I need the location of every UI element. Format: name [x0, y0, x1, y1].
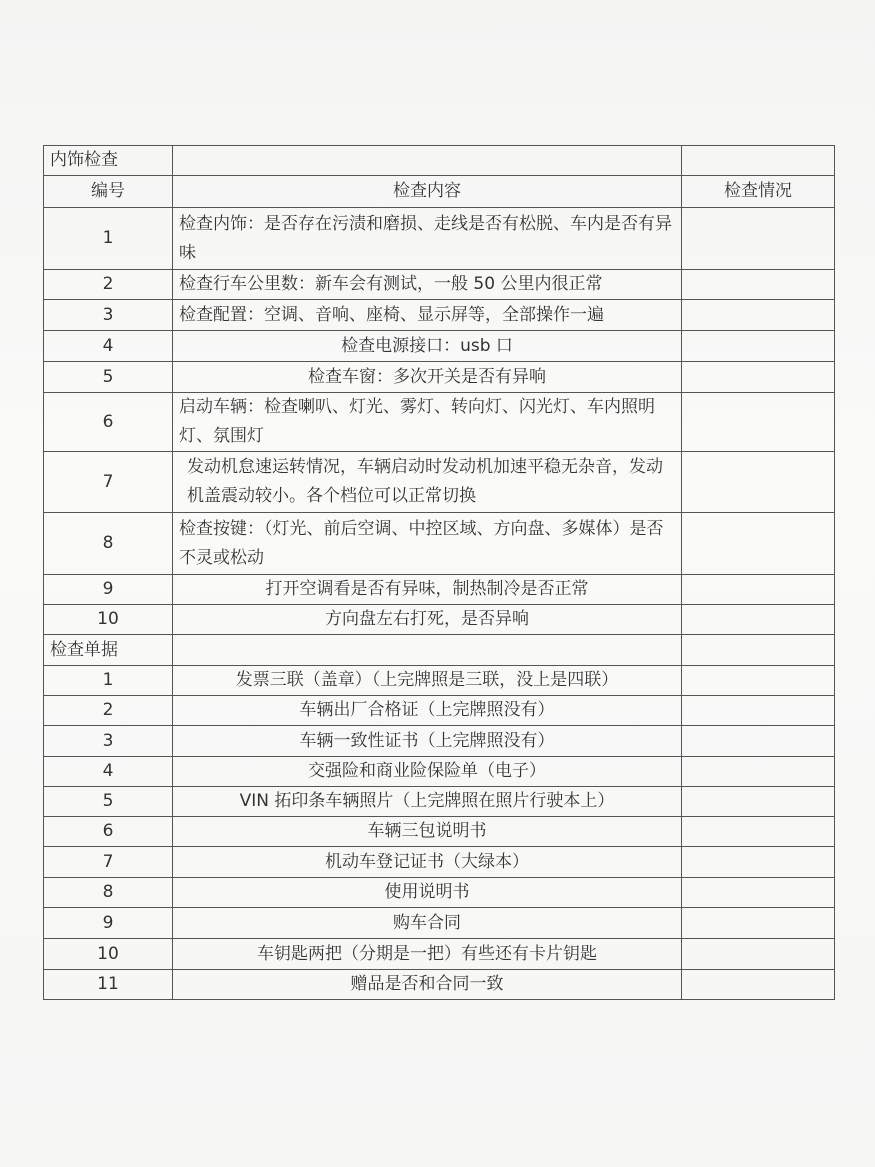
table-row	[44, 696, 835, 726]
header-content: 检查内容	[173, 176, 682, 208]
status-cell	[682, 817, 835, 847]
row-number: 6	[44, 817, 173, 847]
table-row	[44, 362, 835, 393]
status-cell	[682, 270, 835, 300]
table-row	[44, 666, 835, 696]
row-content: 检查行车公里数：新车会有测试，一般 50 公里内很正常	[173, 270, 682, 300]
status-cell	[682, 908, 835, 939]
status-cell	[682, 757, 835, 787]
status-cell	[682, 666, 835, 696]
table-row	[44, 726, 835, 757]
empty-cell	[173, 146, 682, 176]
documents-section-row	[44, 635, 835, 666]
status-cell	[682, 513, 835, 575]
row-number: 7	[44, 847, 173, 878]
table-row	[44, 878, 835, 908]
row-content: 车辆三包说明书	[173, 817, 682, 847]
table-row	[44, 300, 835, 331]
row-content: 机动车登记证书（大绿本）	[173, 847, 682, 878]
status-cell	[682, 787, 835, 817]
row-content: 赠品是否和合同一致	[173, 970, 682, 1000]
row-content: 发动机怠速运转情况，车辆启动时发动机加速平稳无杂音，发动机盖震动较小。各个档位可以正常切换	[173, 452, 682, 513]
row-number: 2	[44, 696, 173, 726]
row-number: 5	[44, 362, 173, 393]
row-number: 1	[44, 666, 173, 696]
row-content: 方向盘左右打死，是否异响	[173, 605, 682, 635]
interior-section-row	[44, 146, 835, 176]
row-content: 打开空调看是否有异味，制热制冷是否正常	[173, 575, 682, 605]
table-row	[44, 908, 835, 939]
row-content: 车辆出厂合格证（上完牌照没有）	[173, 696, 682, 726]
row-number: 11	[44, 970, 173, 1000]
status-cell	[682, 208, 835, 270]
empty-cell	[173, 635, 682, 666]
status-cell	[682, 878, 835, 908]
row-content: 检查按键：（灯光、前后空调、中控区域、方向盘、多媒体）是否不灵或松动	[173, 513, 682, 575]
row-number: 7	[44, 452, 173, 513]
table-row	[44, 393, 835, 452]
row-number: 8	[44, 878, 173, 908]
inspection-table	[43, 145, 835, 1000]
row-content: 发票三联（盖章）（上完牌照是三联，没上是四联）	[173, 666, 682, 696]
row-content: 交强险和商业险保险单（电子）	[173, 757, 682, 787]
row-content: 车辆一致性证书（上完牌照没有）	[173, 726, 682, 757]
row-content: 检查电源接口：usb 口	[173, 331, 682, 362]
documents-section-title: 检查单据	[44, 635, 173, 666]
row-number: 8	[44, 513, 173, 575]
table-row	[44, 575, 835, 605]
status-cell	[682, 847, 835, 878]
row-number: 10	[44, 605, 173, 635]
row-number: 5	[44, 787, 173, 817]
row-number: 4	[44, 331, 173, 362]
table-row	[44, 787, 835, 817]
table-row	[44, 270, 835, 300]
status-cell	[682, 605, 835, 635]
table-row	[44, 513, 835, 575]
status-cell	[682, 635, 835, 666]
row-number: 3	[44, 300, 173, 331]
status-cell	[682, 362, 835, 393]
row-content: 检查内饰：是否存在污渍和磨损、走线是否有松脱、车内是否有异味	[173, 208, 682, 270]
status-cell	[682, 696, 835, 726]
row-number: 6	[44, 393, 173, 452]
header-status: 检查情况	[682, 176, 835, 208]
status-cell	[682, 939, 835, 970]
table-row	[44, 970, 835, 1000]
row-content: VIN 拓印条车辆照片（上完牌照在照片行驶本上）	[173, 787, 682, 817]
status-cell	[682, 300, 835, 331]
status-cell	[682, 970, 835, 1000]
row-number: 9	[44, 575, 173, 605]
table-row	[44, 939, 835, 970]
status-cell	[682, 393, 835, 452]
interior-section-title: 内饰检查	[44, 146, 173, 176]
row-content: 启动车辆：检查喇叭、灯光、雾灯、转向灯、闪光灯、车内照明灯、氛围灯	[173, 393, 682, 452]
status-cell	[682, 575, 835, 605]
table-row	[44, 847, 835, 878]
table-row	[44, 452, 835, 513]
row-number: 9	[44, 908, 173, 939]
table-row	[44, 605, 835, 635]
row-number: 3	[44, 726, 173, 757]
row-content: 购车合同	[173, 908, 682, 939]
row-content: 车钥匙两把（分期是一把）有些还有卡片钥匙	[173, 939, 682, 970]
status-cell	[682, 726, 835, 757]
table-row	[44, 757, 835, 787]
row-number: 2	[44, 270, 173, 300]
header-number: 编号	[44, 176, 173, 208]
row-number: 10	[44, 939, 173, 970]
row-content: 检查配置：空调、音响、座椅、显示屏等，全部操作一遍	[173, 300, 682, 331]
table-row	[44, 208, 835, 270]
table-row	[44, 331, 835, 362]
status-cell	[682, 146, 835, 176]
status-cell	[682, 331, 835, 362]
row-number: 4	[44, 757, 173, 787]
status-cell	[682, 452, 835, 513]
row-content: 使用说明书	[173, 878, 682, 908]
table-row	[44, 817, 835, 847]
header-row	[44, 176, 835, 208]
row-number: 1	[44, 208, 173, 270]
row-content: 检查车窗：多次开关是否有异响	[173, 362, 682, 393]
